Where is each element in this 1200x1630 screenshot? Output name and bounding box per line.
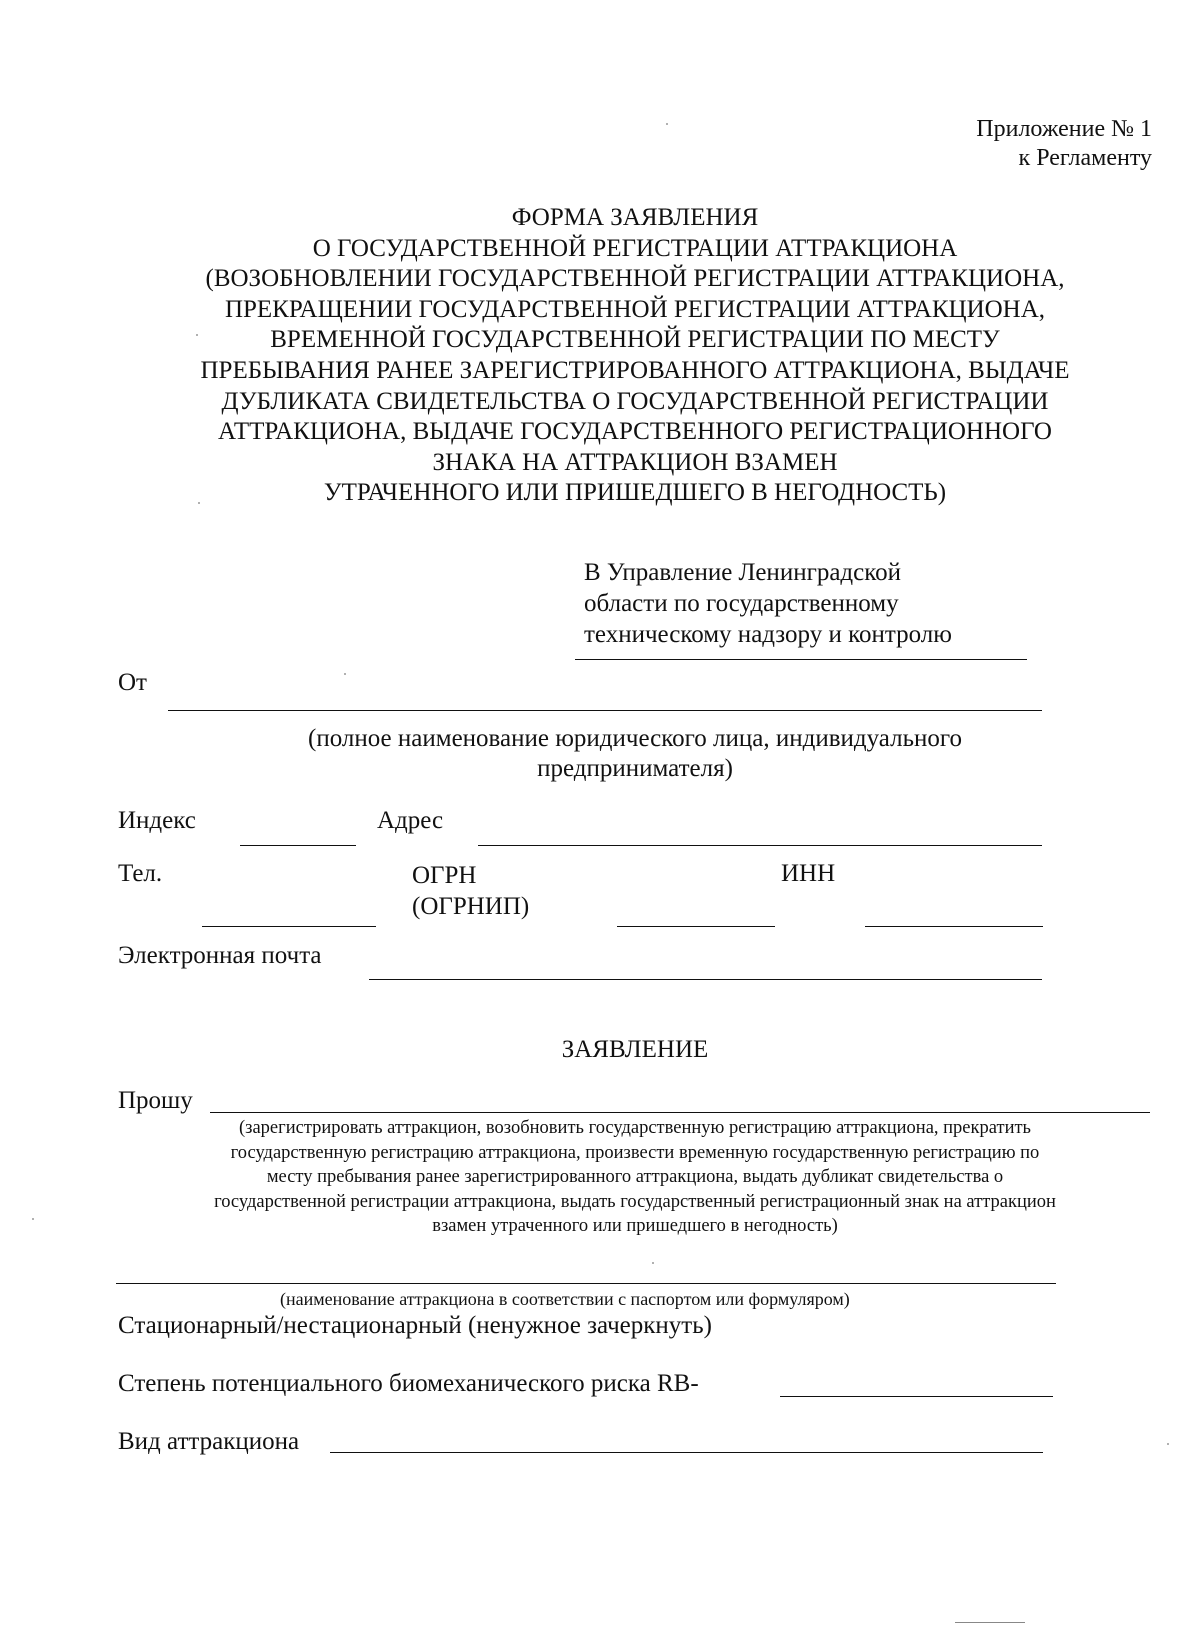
- stationary-label: Стационарный/нестационарный (ненужное зачеркнуть): [118, 1312, 712, 1339]
- scan-speck: [1167, 1443, 1169, 1445]
- ogrn-label: [412, 860, 529, 922]
- risk-label: Степень потенциального биомеханического риска RB-: [118, 1370, 699, 1397]
- form-title: [90, 203, 1180, 509]
- scan-speck: [32, 1218, 34, 1220]
- title-line: УТРАЧЕННОГО ИЛИ ПРИШЕДШЕГО В НЕГОДНОСТЬ): [323, 479, 947, 507]
- email-field[interactable]: [369, 979, 1042, 980]
- appendix-reference: к Регламенту: [1018, 145, 1152, 171]
- attraction-name-caption: (наименование аттракциона в соответствии с паспортом или формуляром): [280, 1289, 850, 1309]
- title-line: ПРЕКРАЩЕНИИ ГОСУДАРСТВЕННОЙ РЕГИСТРАЦИИ АТТРАКЦИОНА,: [224, 295, 1046, 323]
- title-line: АТТРАКЦИОНА, ВЫДАЧЕ ГОСУДАРСТВЕННОГО РЕГИСТРАЦИОННОГО: [218, 418, 1052, 446]
- title-line: (ВОЗОБНОВЛЕНИИ ГОСУДАРСТВЕННОЙ РЕГИСТРАЦИИ АТТРАКЦИОНА,: [205, 265, 1065, 293]
- kind-field[interactable]: [330, 1452, 1043, 1453]
- request-note-line: месту пребывания ранее зарегистрированного аттракциона, выдать дубликат свидетельства о: [266, 1167, 1004, 1187]
- from-caption-line: предпринимателя): [537, 755, 733, 782]
- recipient-line: области по государственному: [584, 590, 899, 617]
- recipient-underline: [575, 659, 1027, 660]
- email-label: Электронная почта: [118, 942, 322, 969]
- title-line: ФОРМА ЗАЯВЛЕНИЯ: [511, 204, 759, 231]
- scan-speck: [652, 1262, 654, 1264]
- request-note-line: государственную регистрацию аттракциона, произвести временную государственную регистрацию по: [230, 1142, 1040, 1163]
- ogrn-label-line: (ОГРНИП): [412, 893, 530, 920]
- from-label: От: [118, 669, 147, 696]
- scan-edge-mark: [955, 1622, 1025, 1623]
- title-line: ВРЕМЕННОЙ ГОСУДАРСТВЕННОЙ РЕГИСТРАЦИИ ПО МЕСТУ: [270, 326, 1000, 354]
- address-label: Адрес: [377, 807, 444, 834]
- request-note-line: государственной регистрации аттракциона, выдать государственный регистрационный знак на аттракцион: [214, 1191, 1056, 1212]
- scan-speck: [196, 334, 198, 336]
- title-line: ЗНАКА НА АТТРАКЦИОН ВЗАМЕН: [432, 448, 838, 476]
- appendix-number: Приложение № 1: [976, 116, 1152, 142]
- index-field[interactable]: [240, 845, 356, 846]
- from-caption-line: (полное наименование юридического лица, индивидуального: [308, 725, 962, 752]
- ogrn-field[interactable]: [617, 926, 775, 927]
- phone-label: Тел.: [118, 860, 163, 887]
- title-line: ДУБЛИКАТА СВИДЕТЕЛЬСТВА О ГОСУДАРСТВЕННОЙ РЕГИСТРАЦИИ: [221, 387, 1049, 415]
- recipient-block: [584, 557, 952, 650]
- from-caption: [90, 724, 1180, 784]
- request-note: [60, 1116, 1200, 1239]
- statement-heading: ЗАЯВЛЕНИЕ: [561, 1036, 709, 1063]
- title-line: О ГОСУДАРСТВЕННОЙ РЕГИСТРАЦИИ АТТРАКЦИОНА: [312, 234, 958, 262]
- scan-speck: [666, 123, 668, 125]
- scan-speck: [198, 502, 200, 504]
- request-note-line: (зарегистрировать аттракцион, возобновить государственную регистрацию аттракциона, прекратить: [238, 1118, 1031, 1138]
- from-field[interactable]: [168, 710, 1042, 711]
- kind-label: Вид аттракциона: [118, 1428, 300, 1455]
- recipient-line: В Управление Ленинградской: [584, 559, 901, 586]
- appendix-header: [976, 116, 1152, 172]
- index-label: Индекс: [118, 807, 196, 834]
- inn-field[interactable]: [865, 926, 1043, 927]
- inn-label: ИНН: [781, 860, 836, 887]
- title-line: ПРЕБЫВАНИЯ РАНЕЕ ЗАРЕГИСТРИРОВАННОГО АТТРАКЦИОНА, ВЫДАЧЕ: [200, 356, 1070, 384]
- ogrn-label-line: ОГРН: [412, 862, 477, 889]
- address-field[interactable]: [478, 845, 1042, 846]
- phone-field[interactable]: [202, 926, 376, 927]
- scan-speck: [344, 673, 346, 675]
- attraction-name-field[interactable]: [116, 1283, 1056, 1284]
- recipient-line: техническому надзору и контролю: [584, 621, 952, 648]
- risk-field[interactable]: [780, 1396, 1053, 1397]
- request-field[interactable]: [210, 1112, 1150, 1113]
- request-note-line: взамен утраченного или пришедшего в негодность): [432, 1216, 838, 1236]
- request-label: Прошу: [118, 1087, 193, 1114]
